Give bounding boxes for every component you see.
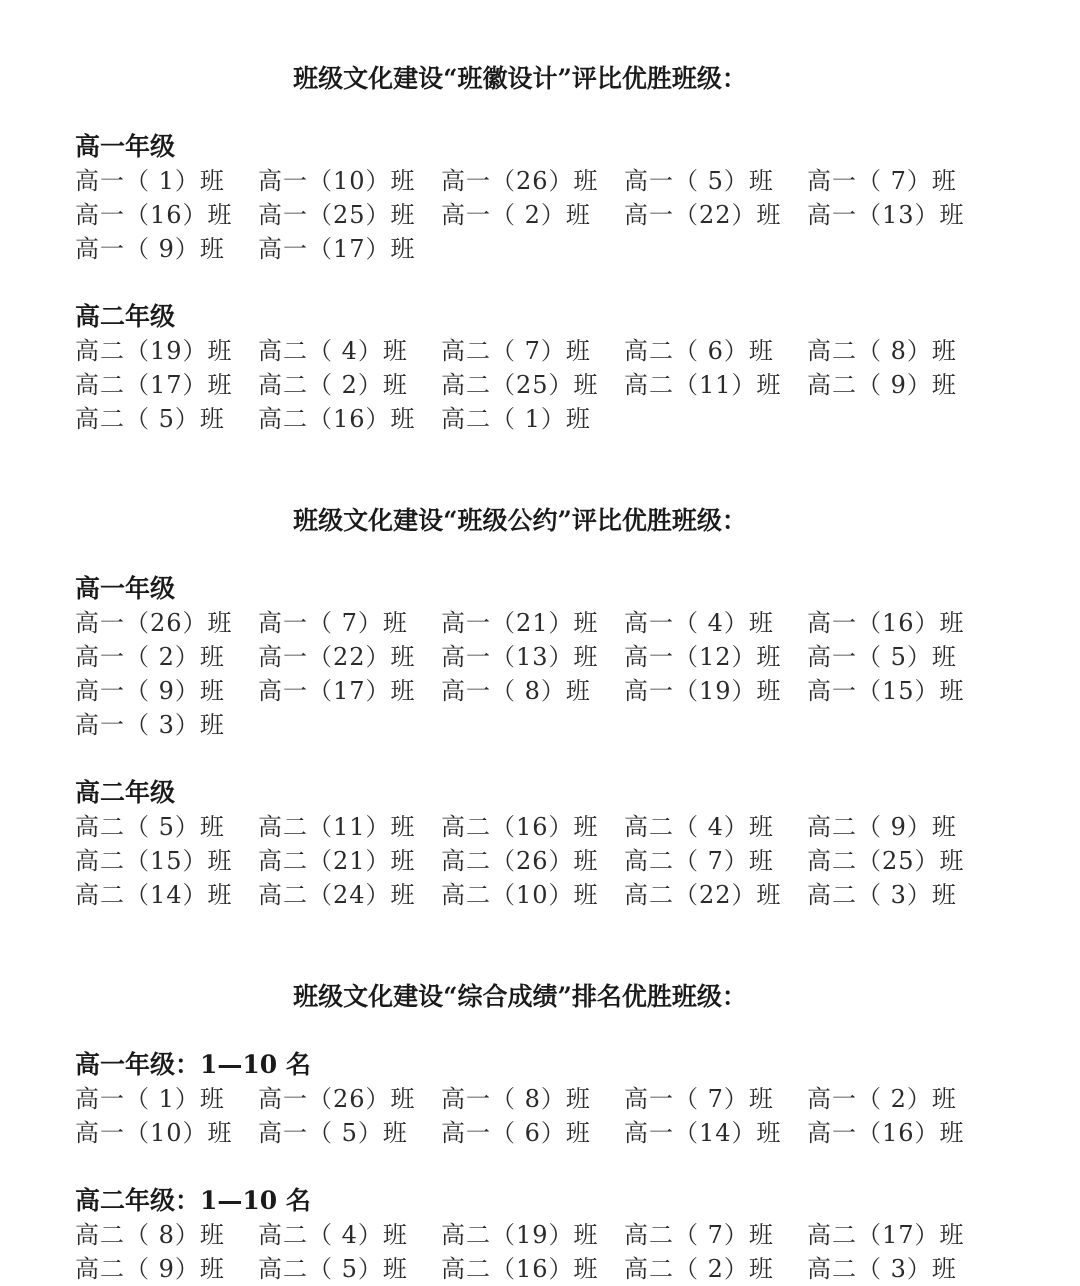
class-entry: 高一（22）班 [624, 201, 782, 229]
class-entry: 高二（ 2）班 [258, 371, 408, 399]
class-entry: 高二（ 3）班 [807, 881, 957, 909]
class-entry: 高一（ 3）班 [75, 711, 225, 739]
class-entry: 高一（26）班 [441, 167, 599, 195]
class-entry: 高二（ 9）班 [807, 371, 957, 399]
class-entry: 高二（24）班 [258, 881, 416, 909]
class-entry: 高二（25）班 [441, 371, 599, 399]
class-entry: 高二（10）班 [441, 881, 599, 909]
class-entry: 高二（ 3）班 [807, 1255, 957, 1283]
class-entry: 高一（16）班 [807, 609, 965, 637]
class-entry: 高一（ 1）班 [75, 167, 225, 195]
class-entry: 高二（ 5）班 [258, 1255, 408, 1283]
class-entry: 高一（17）班 [258, 677, 416, 705]
class-entry: 高二（ 7）班 [624, 847, 774, 875]
class-entry: 高二（14）班 [75, 881, 233, 909]
class-entry: 高二（ 9）班 [807, 813, 957, 841]
class-entry: 高二（ 5）班 [75, 813, 225, 841]
class-entry: 高二（ 6）班 [624, 337, 774, 365]
class-entry: 高一（12）班 [624, 643, 782, 671]
grade-label: 高二年级 [75, 778, 176, 807]
class-entry: 高二（ 1）班 [441, 405, 591, 433]
class-entry: 高二（22）班 [624, 881, 782, 909]
class-entry: 高一（17）班 [258, 235, 416, 263]
class-entry: 高一（ 9）班 [75, 235, 225, 263]
class-entry: 高一（15）班 [807, 677, 965, 705]
class-entry: 高一（16）班 [807, 1119, 965, 1147]
class-entry: 高一（ 4）班 [624, 609, 774, 637]
class-entry: 高一（ 8）班 [441, 677, 591, 705]
class-entry: 高二（ 2）班 [624, 1255, 774, 1283]
class-entry: 高二（16）班 [441, 813, 599, 841]
class-entry: 高二（ 7）班 [441, 337, 591, 365]
class-entry: 高一（26）班 [75, 609, 233, 637]
grade-label: 高一年级 [75, 132, 176, 161]
class-entry: 高二（ 8）班 [75, 1221, 225, 1249]
class-entry: 高一（ 5）班 [258, 1119, 408, 1147]
class-entry: 高二（25）班 [807, 847, 965, 875]
class-entry: 高一（14）班 [624, 1119, 782, 1147]
class-entry: 高一（19）班 [624, 677, 782, 705]
section-title: 班级文化建设“班徽设计”评比优胜班级： [293, 64, 747, 93]
class-entry: 高一（ 7）班 [258, 609, 408, 637]
class-entry: 高二（17）班 [807, 1221, 965, 1249]
class-entry: 高一（ 6）班 [441, 1119, 591, 1147]
section-title: 班级文化建设“综合成绩”排名优胜班级： [293, 982, 747, 1011]
class-entry: 高二（21）班 [258, 847, 416, 875]
class-entry: 高二（ 4）班 [624, 813, 774, 841]
class-entry: 高一（13）班 [441, 643, 599, 671]
class-entry: 高二（17）班 [75, 371, 233, 399]
class-entry: 高二（ 8）班 [807, 337, 957, 365]
class-entry: 高一（ 7）班 [807, 167, 957, 195]
grade-label: 高一年级：1—10 名 [75, 1050, 311, 1079]
class-entry: 高一（ 8）班 [441, 1085, 591, 1113]
class-entry: 高二（ 7）班 [624, 1221, 774, 1249]
class-entry: 高二（26）班 [441, 847, 599, 875]
class-entry: 高一（ 5）班 [624, 167, 774, 195]
class-entry: 高一（ 2）班 [75, 643, 225, 671]
class-entry: 高二（ 9）班 [75, 1255, 225, 1283]
class-entry: 高一（10）班 [75, 1119, 233, 1147]
class-entry: 高一（ 9）班 [75, 677, 225, 705]
grade-label: 高二年级 [75, 302, 176, 331]
class-entry: 高二（ 5）班 [75, 405, 225, 433]
class-entry: 高一（ 7）班 [624, 1085, 774, 1113]
grade-label: 高一年级 [75, 574, 176, 603]
class-entry: 高二（19）班 [441, 1221, 599, 1249]
section-title: 班级文化建设“班级公约”评比优胜班级： [293, 506, 747, 535]
class-entry: 高二（19）班 [75, 337, 233, 365]
class-entry: 高一（10）班 [258, 167, 416, 195]
class-entry: 高二（ 4）班 [258, 1221, 408, 1249]
class-entry: 高一（ 1）班 [75, 1085, 225, 1113]
class-entry: 高一（13）班 [807, 201, 965, 229]
class-entry: 高二（16）班 [441, 1255, 599, 1283]
class-entry: 高二（ 4）班 [258, 337, 408, 365]
class-entry: 高一（ 2）班 [807, 1085, 957, 1113]
class-entry: 高二（11）班 [258, 813, 416, 841]
grade-label: 高二年级：1—10 名 [75, 1186, 311, 1215]
class-entry: 高一（ 2）班 [441, 201, 591, 229]
class-entry: 高一（21）班 [441, 609, 599, 637]
class-entry: 高一（16）班 [75, 201, 233, 229]
class-entry: 高二（16）班 [258, 405, 416, 433]
class-entry: 高二（11）班 [624, 371, 782, 399]
class-entry: 高一（26）班 [258, 1085, 416, 1113]
class-entry: 高二（15）班 [75, 847, 233, 875]
class-entry: 高一（22）班 [258, 643, 416, 671]
class-entry: 高一（ 5）班 [807, 643, 957, 671]
class-entry: 高一（25）班 [258, 201, 416, 229]
